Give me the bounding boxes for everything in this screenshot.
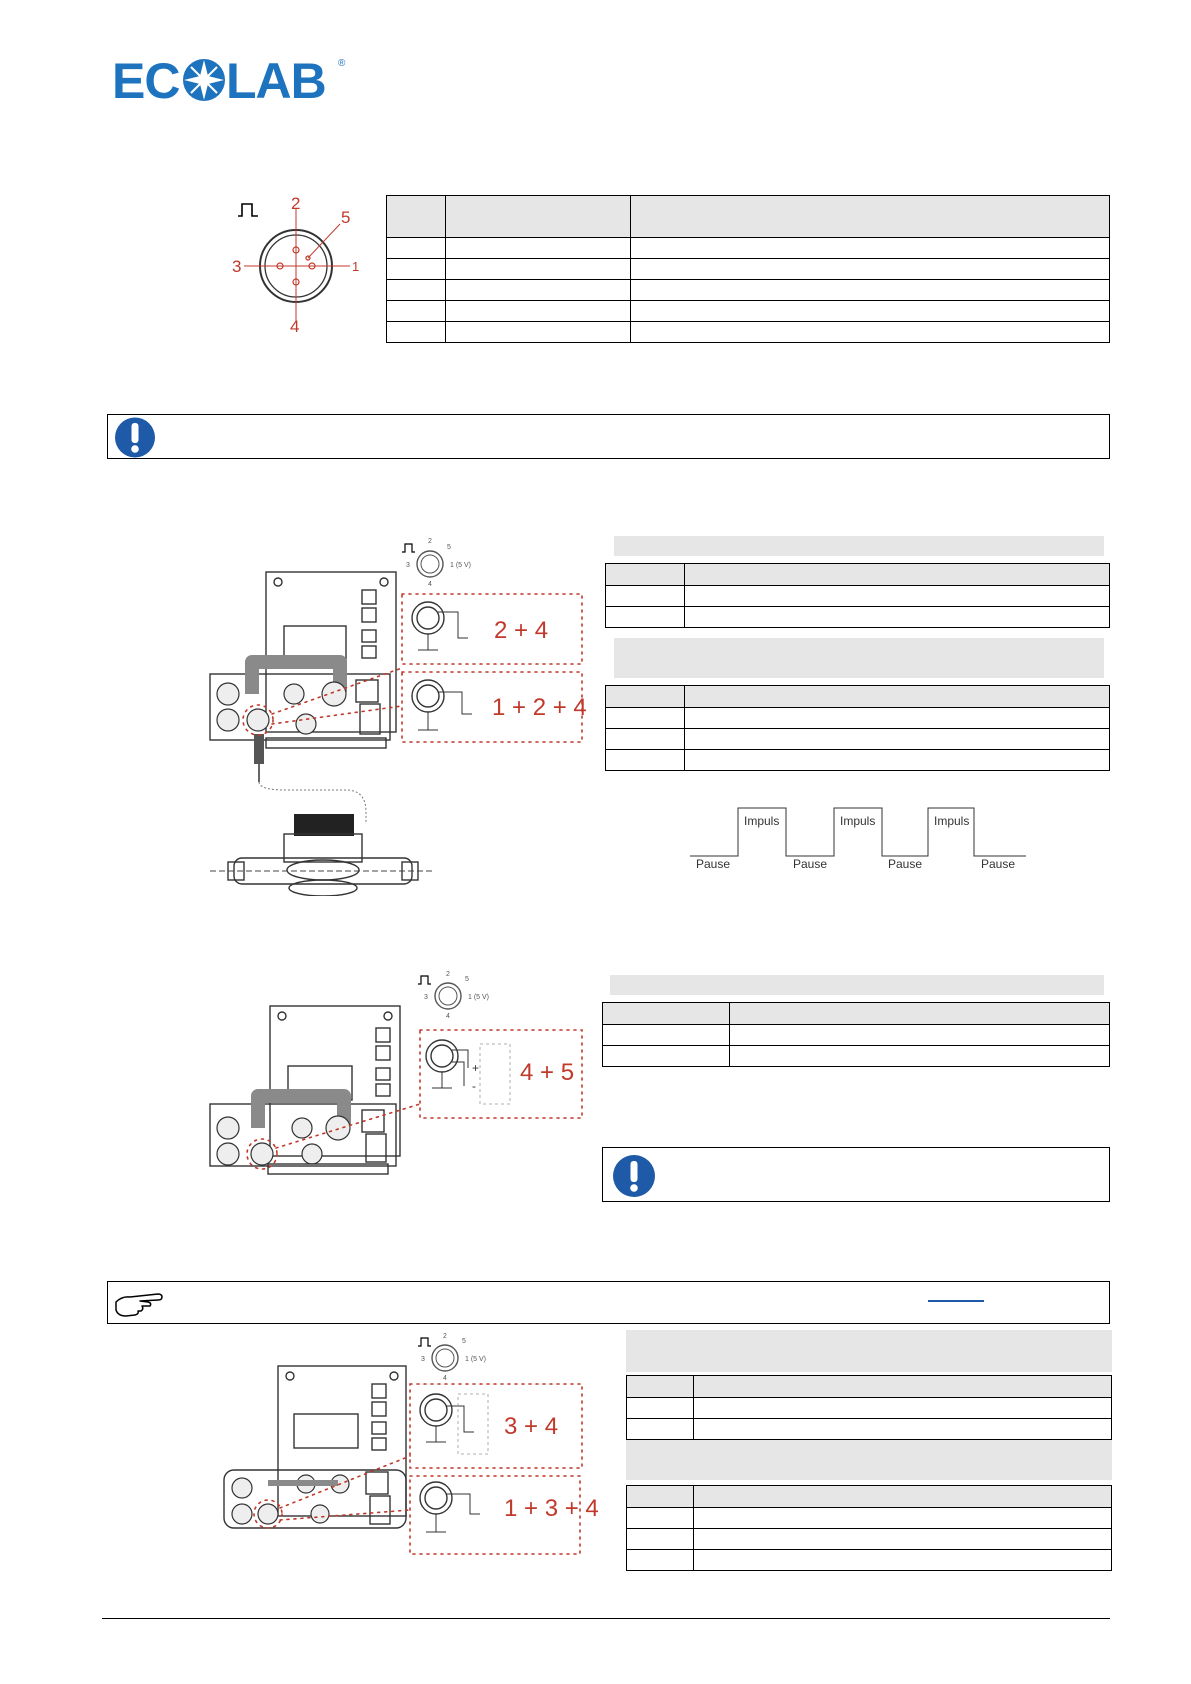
small-pin-3: 3 [421, 1356, 425, 1363]
small-pin-5: 5 [465, 976, 469, 983]
small-pin-5: 5 [462, 1338, 466, 1345]
pause-label: Pause [888, 857, 923, 871]
controller-diagram-1 [206, 534, 596, 896]
wiring-label-4-5: 4 + 5 [520, 1059, 575, 1086]
impuls-label: Impuls [744, 814, 780, 828]
small-pin-3: 3 [406, 562, 410, 569]
pause-label: Pause [981, 857, 1016, 871]
small-pin-4: 4 [443, 1375, 447, 1382]
svg-text:EC: EC [112, 53, 180, 108]
pulse-icon [238, 204, 258, 216]
small-pin-3: 3 [424, 994, 428, 1001]
small-pin-2: 2 [428, 538, 432, 545]
pin-label-3: 3 [232, 257, 242, 276]
small-pin-4: 4 [428, 581, 432, 588]
pin-label-5: 5 [341, 208, 351, 227]
signal-table-5 [626, 1485, 1112, 1571]
wiring-label-2-4: 2 + 4 [494, 617, 549, 644]
table-caption-bar [614, 536, 1104, 556]
small-pin-4: 4 [446, 1013, 450, 1020]
plus-sign: + [472, 1061, 480, 1075]
pin-label-1: 1 [352, 259, 360, 274]
small-pin-1: 1 (5 V) [450, 562, 472, 569]
table-caption-bar [626, 1330, 1112, 1372]
registered-mark: ® [338, 58, 346, 69]
pin-assignment-table [386, 195, 1110, 343]
small-pin-2: 2 [446, 971, 450, 978]
important-note [107, 414, 1110, 459]
impuls-label: Impuls [840, 814, 876, 828]
wiring-label-1-3-4: 1 + 3 + 4 [504, 1495, 599, 1522]
exclamation-icon [113, 416, 157, 459]
table-caption-bar [610, 975, 1104, 995]
pointing-hand-icon [114, 1288, 164, 1320]
signal-table-3 [602, 1002, 1110, 1067]
small-pin-1: 1 (5 V) [468, 994, 490, 1001]
pin-label-4: 4 [290, 317, 300, 334]
exclamation-icon [611, 1153, 657, 1199]
minus-sign: - [472, 1079, 476, 1093]
signal-table-2 [605, 685, 1110, 771]
wiring-label-3-4: 3 + 4 [504, 1413, 559, 1440]
pulse-pause-diagram [690, 800, 1030, 872]
table-caption-bar [626, 1440, 1112, 1480]
wiring-label-1-2-4: 1 + 2 + 4 [492, 694, 587, 721]
link-underline[interactable] [928, 1300, 984, 1302]
footer-rule [102, 1618, 1110, 1619]
ecolab-logo [112, 52, 352, 108]
small-pin-5: 5 [447, 544, 451, 551]
important-note [602, 1147, 1110, 1202]
controller-diagram-3 [220, 1330, 610, 1558]
pause-label: Pause [793, 857, 828, 871]
small-pin-1: 1 (5 V) [465, 1356, 487, 1363]
connector-pinout-diagram [228, 194, 368, 334]
table-caption-bar [614, 638, 1104, 678]
hint-note [107, 1281, 1110, 1324]
pin-label-2: 2 [291, 194, 301, 213]
impuls-label: Impuls [934, 814, 970, 828]
controller-diagram-2 [206, 968, 596, 1198]
svg-text:LAB: LAB [226, 53, 326, 108]
pause-label: Pause [696, 857, 731, 871]
signal-table-4 [626, 1375, 1112, 1440]
small-pin-2: 2 [443, 1333, 447, 1340]
signal-table-1 [605, 563, 1110, 628]
